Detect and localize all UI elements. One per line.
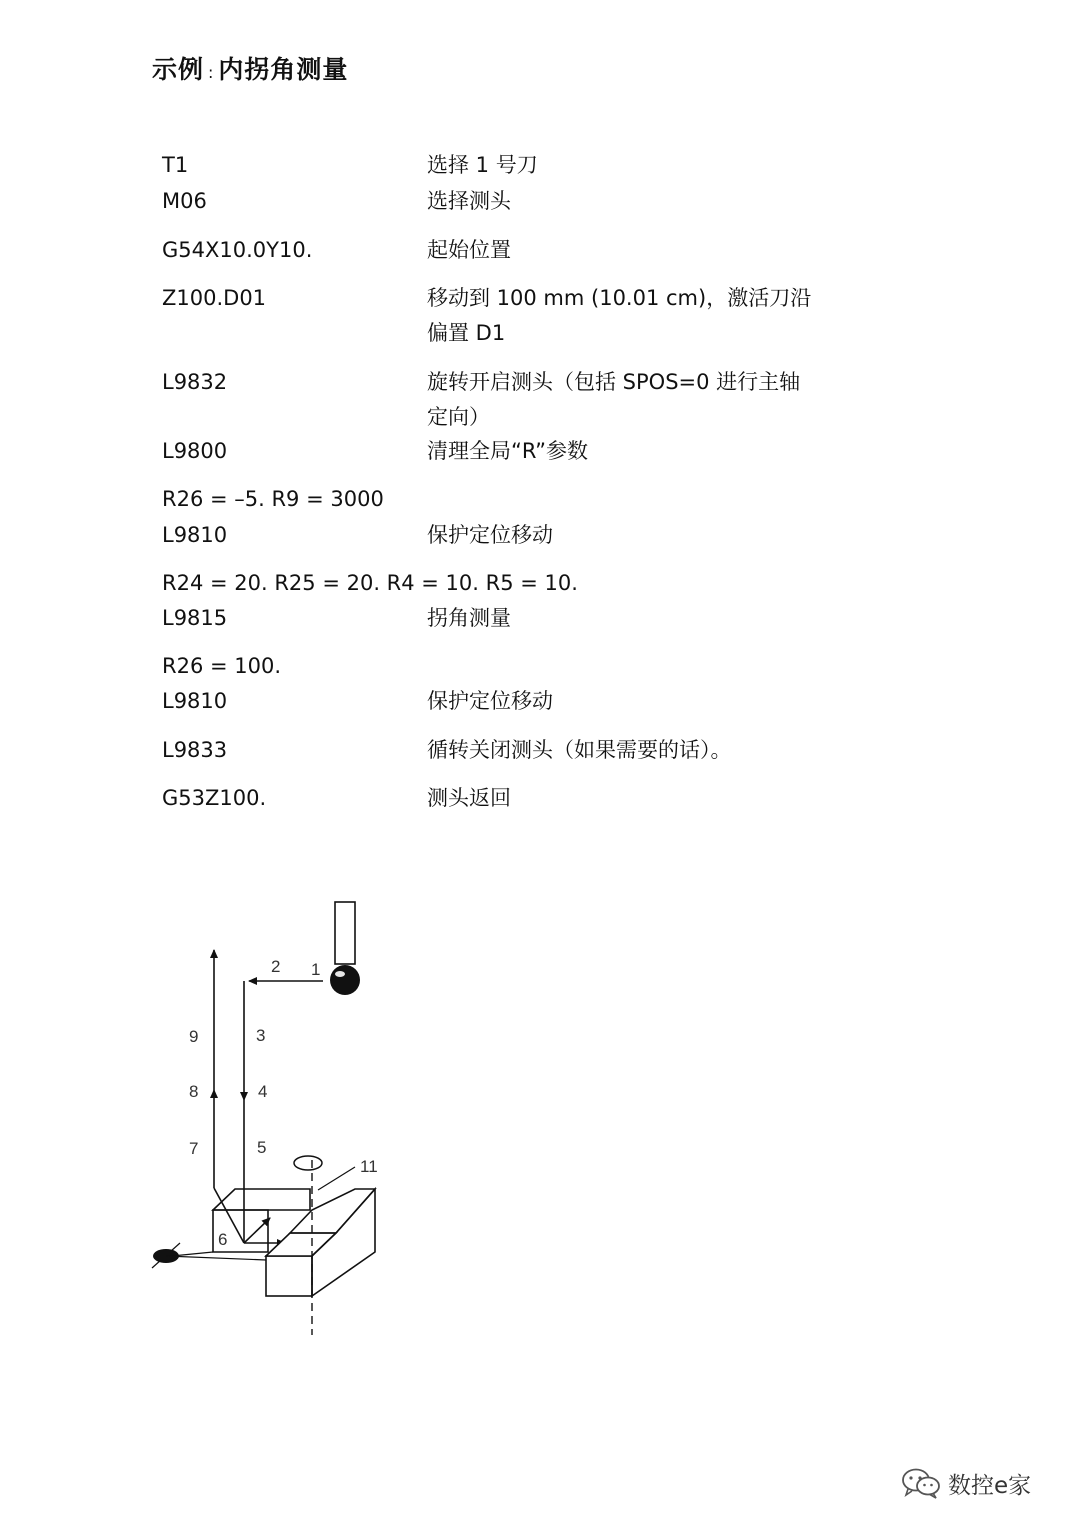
corner-measurement-diagram — [140, 890, 400, 1340]
code-comment: 保护定位移动 — [427, 523, 553, 547]
code-line: R24 = 20. R25 = 20. R4 = 10. R5 = 10. — [162, 571, 578, 595]
workpiece — [213, 1189, 375, 1296]
code-line: L9810 — [162, 689, 228, 713]
code-comment: 保护定位移动 — [427, 689, 553, 713]
code-line: G54X10.0Y10. — [162, 238, 313, 262]
watermark-text: 数控e家 — [948, 1472, 1032, 1499]
code-comment: 选择 1 号刀 — [427, 153, 538, 177]
title-separator: : — [208, 63, 215, 82]
code-line: L9800 — [162, 439, 228, 463]
step-label: 3 — [256, 1026, 266, 1045]
code-comment: 移动到 100 mm (10.01 cm)，激活刀沿偏置 D1 — [427, 286, 812, 345]
watermark — [900, 1463, 1031, 1503]
title-prefix: 示例 — [152, 55, 205, 84]
code-comment: 拐角测量 — [427, 606, 511, 630]
page-title — [152, 50, 348, 86]
code-line: G53Z100. — [162, 786, 267, 810]
code-line: R26 = –5. R9 = 3000 — [162, 487, 384, 511]
code-line: Z100.D01 — [162, 286, 267, 310]
step-label: 9 — [189, 1027, 199, 1046]
step-label: 2 — [271, 957, 281, 976]
code-line: R26 = 100. — [162, 654, 282, 678]
code-line: L9815 — [162, 606, 228, 630]
code-line: L9833 — [162, 738, 228, 762]
step-label: 11 — [360, 1157, 378, 1176]
probe-ball — [330, 965, 360, 995]
code-line: L9810 — [162, 523, 228, 547]
step-label: 6 — [218, 1230, 228, 1249]
step-label: 7 — [189, 1139, 199, 1158]
code-comment: 清理全局“R”参数 — [427, 439, 589, 463]
step-label: 8 — [189, 1082, 199, 1101]
code-comment: 测头返回 — [427, 786, 511, 810]
step-label: 4 — [258, 1082, 268, 1101]
rotation-icon — [294, 1156, 322, 1170]
leader-11 — [318, 1167, 355, 1190]
code-comment: 选择测头 — [427, 189, 511, 213]
title-main: 内拐角测量 — [218, 55, 349, 84]
code-line: M06 — [162, 189, 207, 213]
code-line: L9832 — [162, 370, 228, 394]
probe-highlight — [335, 971, 345, 977]
contact-line — [166, 1256, 266, 1260]
path-measure-y — [244, 1218, 270, 1243]
code-comment: 循转关闭测头（如果需要的话）。 — [427, 738, 732, 762]
wechat-icon — [900, 1466, 942, 1500]
code-line: T1 — [162, 153, 189, 177]
step-label: 5 — [257, 1138, 267, 1157]
probe-stem — [335, 902, 355, 964]
code-comment: 旋转开启测头（包括 SPOS=0 进行主轴定向） — [427, 370, 801, 429]
code-comment: 起始位置 — [427, 238, 511, 262]
step-label: 1 — [311, 960, 321, 979]
